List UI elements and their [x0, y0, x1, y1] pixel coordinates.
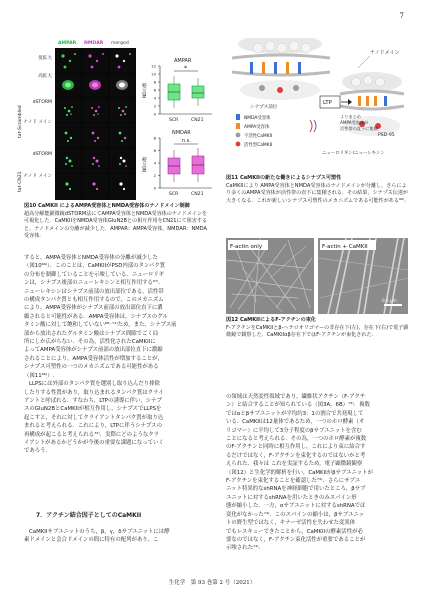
chart-a-category-cn21: CN21 [191, 118, 204, 123]
micrograph-row-dstorm-2 [56, 149, 136, 173]
left-body-text [24, 254, 216, 456]
channel-ampar-label: AMPAR [58, 41, 77, 46]
right-paragraph-line: るだけではなく，F-アクチンを束化するのではないかと考 [226, 452, 366, 459]
chart-a-ylabel: NDの数 [143, 82, 148, 98]
right-paragraph-line: 変化がなかった⁷⁴⁾．このスパインの縮小は，βサブユニッ [226, 511, 364, 518]
right-paragraph-line: トの野生型ではなく，キナーゼ活性を失わせた変異体 [226, 520, 356, 527]
y-tick-label: 12 [151, 63, 156, 69]
label-psd95: PSD-95 [378, 133, 395, 138]
legend-neuroligin: ニューロリギン/ニューレキシン [322, 151, 385, 156]
group-label-cn21: tat-CN21 [18, 171, 23, 192]
right-paragraph-line: F-アクチンを束化することを確認した⁷⁴⁾．さらにサブユ [226, 478, 360, 485]
presynaptic-terminal [238, 38, 322, 54]
legend-ampa: AMPA受容体 [244, 125, 270, 130]
right-paragraph-line: リゴマー）に平均して3分子程度のβサブユニットを含む [226, 427, 362, 434]
figure-11-caption-body: CaMKIIにより AMPA受容体とNMDA受容体のナノドメインが分離し，さらにより多くのAMPA受容体が活性帯の直下に集積される．その結果，シナプス伝達が大きくなる．これが新しいシナプス可塑性のメカニズムである可能性がある⁶⁶⁾. [226, 182, 409, 204]
right-body-text [226, 393, 414, 553]
row-label-nanodomain-2: ナノド メイン [23, 174, 52, 179]
left-paragraph-line: スのGluN2BとCaMKIIが相互作用し，シナプスでLLPSを [24, 406, 162, 413]
right-paragraph-line: ではαとβサブユニットが平均約3：1の割合で共発現して [226, 410, 364, 417]
left-paragraph-line: されることにより，AMPA受容体活性が増加することが， [24, 355, 163, 362]
left-paragraph-line: 縮されると可能性がある．AMPA受容体は，シナプスのグル [24, 313, 168, 320]
label-sync: 活性帯の直下に集積 [340, 126, 378, 131]
legend-active-camkii: 活性型CaMKII [244, 143, 273, 148]
y-tick-label: 6 [153, 148, 156, 153]
label-more: よりまとめ [340, 114, 361, 119]
left-paragraph-line: の構成タンパク質とも相互作用するので，このメカニズム [24, 297, 164, 304]
left-paragraph-line: 所にしか広がらない．その為，活性化されたCaMKIIに [24, 339, 156, 346]
row-label-dstorm-2: dSTORM [32, 152, 52, 157]
left-paragraph-line: CaMKIIサブユニットのうち，β，γ，δサブユニットには酵 [29, 529, 170, 535]
left-paragraph-line: 起こすと，それに対してクライアントタンパク質が取り込 [24, 414, 164, 421]
figure-11-caption-title: 図11 CaMKIIの新たな働きによるシナプス可塑性 [226, 175, 342, 181]
right-paragraph-line: ことになると考えられる．その為，一つのホロ酵素が複数 [226, 436, 367, 443]
figure-10 [18, 40, 216, 200]
micrograph-row-high-mag [56, 74, 136, 98]
right-paragraph-line: 態が縮小した．一方，αサブユニットに対するshRNAでは [226, 503, 366, 510]
right-paragraph-line: えられた．我々は これを実証するため，電子顕微鏡観察 [226, 461, 363, 468]
channel-nmdar-label: NMDAR [84, 41, 104, 46]
left-paragraph-line: であろう. [24, 448, 48, 455]
y-tick-label: 2 [153, 173, 156, 178]
left-paragraph-line: （図10⁶⁶⁾）．このことは，CaMKIIがPSD内部のタンパク質 [24, 263, 166, 270]
left-paragraph-line: 再構成が起こると考えられる⁷²⁾．実際にどのようなクラ [24, 431, 160, 438]
label-ampa-side: AMPA受容体が [340, 120, 369, 125]
chart-a-title: AMPAR [174, 58, 192, 64]
em-panel-label-actin-only: F-actin only [230, 244, 263, 250]
figure-10-caption [24, 203, 210, 241]
left-paragraph-line: イアントがあるかどうかが今後の重要な課題になっていく [24, 439, 164, 446]
left-paragraph-line: により，AMPA受容体がシナプス前部の放出部位直下に濃 [24, 305, 163, 312]
section-heading: 7．アクチン結合因子としてのCaMKII [36, 512, 142, 519]
y-tick-label: 10 [151, 71, 156, 77]
y-tick-label: 8 [153, 79, 156, 85]
right-paragraph-line: のF-アクチンと同時に相互作用し，これにより束に結合す [226, 444, 366, 451]
chart-a-ticks [151, 64, 160, 117]
right-paragraph-line: 示唆された⁷⁴⁾. [226, 545, 261, 552]
left-paragraph-line: （図11⁶⁶⁾）. [24, 372, 55, 379]
left-paragraph-line: LLPSには外部のタンパク質を選別し取り込んだり排除 [29, 381, 160, 388]
micrograph-row-nanodomain-1 [56, 124, 136, 148]
journal-footer: 生化学 第 93 巻第 2 号（2021） [168, 580, 256, 586]
y-tick-label: 6 [153, 87, 156, 93]
legend-inactive-camkii: 不活性CaMKII [244, 134, 273, 139]
chart-b-category-cn21: CN21 [191, 192, 204, 197]
right-paragraph-line: ニット特異的なshRNAを神経細胞で用いたところ，βサブ [226, 486, 366, 493]
em-panel-label-actin-camkii: F-actin + CaMKII [322, 244, 368, 250]
left-paragraph-line: アントと呼ばれる．すなわち，LTPの誘導に伴い，シナプ [24, 397, 162, 404]
group-label-scrambled: tat-Scrambled [18, 105, 23, 138]
y-tick-label: 2 [153, 103, 156, 109]
right-paragraph-line: でもレスキューできたことから，CaMKIIの酵素活性が必 [226, 528, 363, 535]
row-label-nanodomain-1: ナノド メイン [23, 120, 52, 125]
boxplot-ampar [140, 56, 216, 126]
y-tick-label: 0 [153, 111, 156, 117]
right-paragraph-line: ン）と結合することが知られている（図3A，6B）⁷³⁾．複数 [226, 402, 370, 409]
right-paragraph-line: 要なのではなく，F-アクチン束化活性が重要であることが [226, 536, 366, 543]
chart-a-category-scr: SCR [169, 118, 179, 123]
left-paragraph-line: の分布を制御していることを示唆している．ニューロリギ [24, 271, 165, 278]
left-paragraph-line: したりする性質があり，取り込まれるタンパク質はクライ [24, 389, 164, 396]
left-paragraph-line: シナプス可塑性の一つのメカニズムである可能性がある [24, 364, 159, 371]
row-label-dstorm-1: dSTORM [32, 100, 52, 105]
figure-12-caption-title: 図12 CaMKIIによるF-アクチンの束化 [226, 317, 316, 323]
left-body-text-2 [24, 528, 216, 545]
chart-b-ticks [154, 136, 160, 191]
left-paragraph-line: 部から放出されたグルタミン酸はシナプス間隙でごく局 [24, 330, 159, 337]
synapse-receptors [250, 62, 301, 74]
boxplot-nmdar [140, 128, 216, 200]
figure-12 [226, 238, 408, 314]
label-synapse-side: シナプス前位 [250, 105, 278, 110]
left-paragraph-line: タミン酸に対して飽和していない⁶⁸⁻⁷¹⁾ため，また，シナプス前 [24, 322, 177, 329]
left-paragraph-line: ンは，シナプス後部のニューレキシンと相互作用する⁶⁷⁾． [24, 280, 164, 287]
figure-11-caption [226, 175, 410, 205]
chart-b-title: NMDAR [172, 130, 191, 136]
row-label-high-mag: 高拡大 [38, 74, 52, 79]
y-tick-label: 0 [153, 185, 156, 191]
legend-nmda: NMDA受容体 [244, 116, 271, 121]
y-tick-label: 8 [153, 135, 156, 141]
y-tick-label: 4 [153, 160, 156, 166]
left-paragraph-line: 素ドメインと会合ドメインの間に特有の配列があり，こ [24, 537, 159, 544]
chart-a-significance: * [184, 65, 187, 72]
em-panel-actin-only [226, 238, 314, 314]
micrograph-row-low-mag [56, 49, 136, 73]
micrograph-grid [55, 48, 136, 200]
scale-bar-label: 0.5 μm [382, 298, 397, 303]
left-paragraph-line: よってAMPA受容体がシナプス前部の放出部位直下に濃縮 [24, 347, 163, 354]
micrograph-row-nanodomain-2 [56, 174, 136, 200]
left-paragraph-line: すると，AMPA受容体とNMDA受容体の分離が減少した [24, 255, 158, 261]
right-paragraph-line: いる．CaMKIIは12量体であるため，一つのホロ酵素（オ [226, 419, 365, 426]
page-number: 7 [399, 12, 404, 20]
left-paragraph-line: ニューレキシンはシナプス前部の放出部位である，活性帯 [24, 288, 164, 295]
chart-b-significance: n.s. [182, 138, 191, 144]
figure-10-caption-title: 図10 CaMKII によるAMPA受容体とNMDA受容体のナノドメイン制御 [24, 203, 190, 209]
left-paragraph-line: まれると考えられる．これにより，LTPに伴うシナプスの [24, 423, 162, 430]
y-tick-label: 4 [153, 95, 156, 101]
channel-merged-label: merged [111, 41, 129, 46]
right-paragraph-line: の領域は天然変性領域であり，繊維状アクチン（F-アクチ [226, 394, 366, 400]
chart-a-box-cn21 [192, 86, 204, 98]
right-paragraph-line: ユニットに対するshRNAを用いたときのみスパイン形 [226, 494, 357, 501]
chart-b-ylabel: NDの数 [143, 156, 148, 172]
em-panel-actin-camkii [318, 238, 408, 314]
figure-12-caption [226, 317, 410, 340]
figure-10-caption-body: 超高分解能顕微鏡dSTORM法にてAMPA受容体とNMDA受容体のナノドメインを可視化した．CaMKIIをNMDA受容体GluN2Bとの相互作用をCN21にて阻害すると，ナノドメインの分離が減少した．AMPAR：AMPA受容体，NMDAR：NMDA受容体. [24, 210, 208, 240]
label-nanodomain: ナノドメイン [370, 50, 400, 56]
label-ltp: LTP [323, 100, 332, 106]
right-paragraph-line: （図12）と生化学的解析を行い，CaMKIIがβサブユニットが [226, 469, 373, 476]
micrograph-row-dstorm-1 [56, 99, 136, 123]
figure-11-diagram [222, 38, 408, 170]
figure-12-caption-body: F-アクチンをCaMKIIとβ-ヘテロオリゴマーの非存在下(左)，存在下(右)で電子顕微鏡で観察した．CaMKIIαβ存在下ではF-アクチンが束化された. [226, 324, 409, 339]
row-label-low-mag: 低拡大 [38, 56, 52, 61]
chart-b-category-scr: SCR [169, 192, 179, 197]
